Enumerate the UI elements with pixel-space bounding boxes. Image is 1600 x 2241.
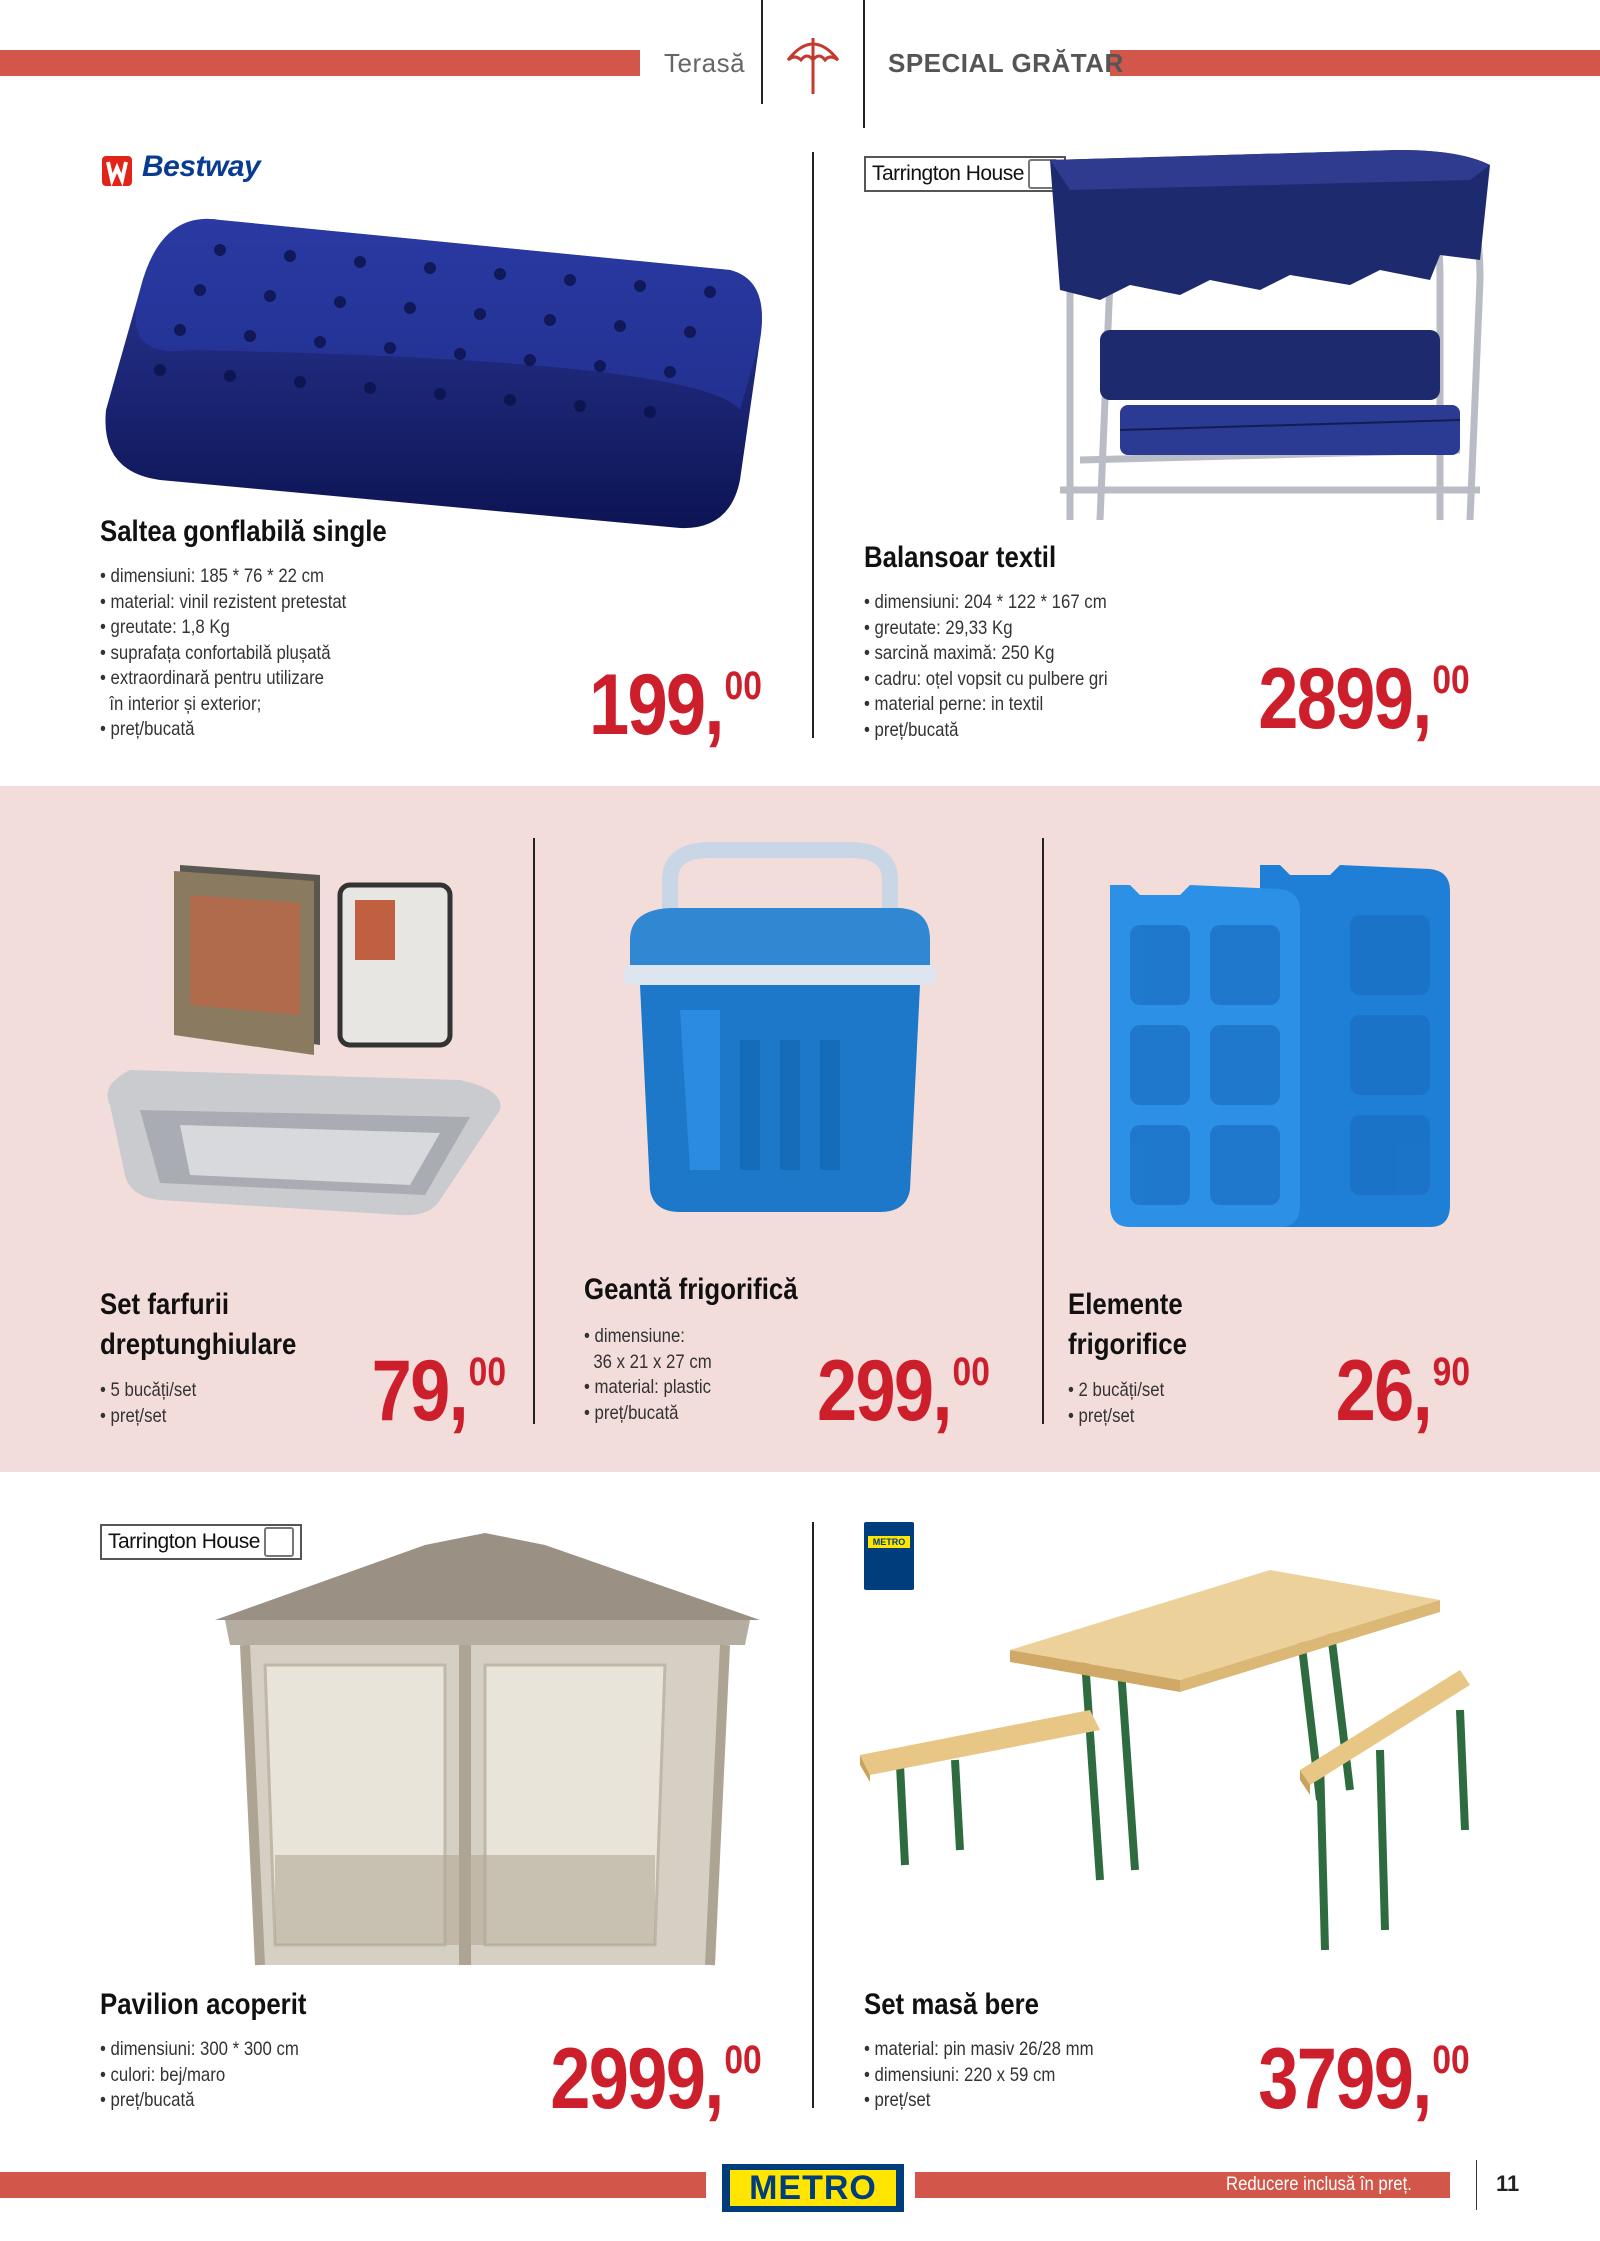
title-line: dreptunghiulare bbox=[100, 1328, 297, 1361]
spec-line: • greutate: 29,33 Kg bbox=[864, 616, 1013, 639]
header-divider-left bbox=[761, 0, 763, 104]
header-bar-right bbox=[1110, 50, 1600, 76]
product-specs bbox=[864, 2037, 1094, 2114]
product-specs bbox=[1068, 1378, 1164, 1429]
footer-note: Reducere inclusă în preț. bbox=[1226, 2174, 1412, 2195]
spec-line: • dimensiuni: 300 * 300 cm bbox=[100, 2038, 299, 2060]
header-divider-right bbox=[863, 0, 865, 128]
product-specs bbox=[100, 2037, 299, 2114]
spec-line: • extraordinară pentru utilizare bbox=[100, 667, 325, 689]
product-specs bbox=[100, 1378, 196, 1429]
spec-line: • material perne: in textil bbox=[864, 693, 1044, 715]
spec-line: • greutate: 1,8 Kg bbox=[100, 616, 230, 638]
footer-divider bbox=[1476, 2160, 1477, 2210]
brand-name: Tarrington House bbox=[872, 162, 1024, 185]
spec-line: • material: plastic bbox=[584, 1376, 712, 1398]
spec-line: • preț/bucată bbox=[100, 718, 195, 740]
spec-line: • dimensiune: bbox=[584, 1325, 685, 1347]
product-title: Geantă frigorifică bbox=[584, 1273, 798, 1306]
product-specs bbox=[100, 564, 346, 743]
brand-name: Tarrington House bbox=[108, 1530, 260, 1553]
product-title: Saltea gonflabilă single bbox=[100, 515, 387, 548]
price bbox=[1258, 2031, 1470, 2127]
beer-table-set-image bbox=[860, 1560, 1470, 1950]
spec-line: • preț/bucată bbox=[864, 718, 959, 741]
ice-packs-image bbox=[1090, 855, 1460, 1240]
brand-logo bbox=[864, 156, 1066, 192]
header-category: Terasă bbox=[664, 48, 746, 78]
product-title bbox=[100, 1285, 296, 1365]
spec-line: • preț/bucată bbox=[584, 1401, 679, 1424]
price-integer: 79, bbox=[371, 1343, 467, 1439]
price bbox=[817, 1343, 990, 1439]
footer-bar-left bbox=[0, 2172, 706, 2198]
divider-bottom bbox=[812, 1522, 814, 2108]
price-decimal: 00 bbox=[1432, 2038, 1470, 2082]
product-title bbox=[1068, 1285, 1187, 1365]
umbrella-icon bbox=[784, 30, 842, 96]
header-bar-left bbox=[0, 50, 640, 76]
price-integer: 3799, bbox=[1258, 2031, 1431, 2127]
divider-mid-2 bbox=[1042, 838, 1044, 1424]
header-section-title: SPECIAL GRĂTAR bbox=[888, 48, 1124, 78]
price-decimal: 00 bbox=[724, 2038, 762, 2082]
brand-name: METRO bbox=[868, 1536, 910, 1548]
title-line: Elemente bbox=[1068, 1288, 1183, 1321]
air-mattress-image bbox=[100, 210, 770, 540]
price-decimal: 00 bbox=[952, 1350, 990, 1394]
product-specs bbox=[584, 1324, 712, 1426]
price-integer: 2999, bbox=[550, 2031, 723, 2127]
price-decimal: 00 bbox=[468, 1350, 506, 1394]
spec-line: • dimensiuni: 204 * 122 * 167 cm bbox=[864, 591, 1107, 613]
spec-line: • preț/set bbox=[864, 2089, 931, 2111]
page-number: 11 bbox=[1496, 2171, 1520, 2196]
divider-mid-1 bbox=[533, 838, 535, 1424]
spec-line: • cadru: oțel vopsit cu pulbere gri bbox=[864, 667, 1108, 690]
spec-line: 36 x 21 x 27 cm bbox=[584, 1350, 712, 1373]
product-title: Balansoar textil bbox=[864, 541, 1057, 574]
price bbox=[1335, 1343, 1470, 1439]
spec-line: • suprafața confortabilă plușată bbox=[100, 641, 331, 664]
spec-line: în interior și exterior; bbox=[100, 692, 262, 715]
price bbox=[371, 1343, 506, 1439]
price-decimal: 90 bbox=[1432, 1350, 1470, 1394]
price-decimal: 00 bbox=[724, 664, 762, 708]
spec-line: • sarcină maximă: 250 Kg bbox=[864, 642, 1055, 664]
price bbox=[550, 2031, 762, 2127]
title-line: frigorifice bbox=[1068, 1328, 1187, 1361]
spec-line: • preț/bucată bbox=[100, 2089, 195, 2111]
product-title: Set masă bere bbox=[864, 1988, 1039, 2021]
title-line: Set farfurii bbox=[100, 1288, 230, 1321]
price-decimal: 00 bbox=[1432, 658, 1470, 702]
swing-image bbox=[1040, 150, 1500, 530]
brand-name: Bestway bbox=[142, 150, 261, 183]
spec-line: • 2 bucăți/set bbox=[1068, 1379, 1165, 1401]
metro-logo bbox=[722, 2164, 904, 2212]
spec-line: • preț/set bbox=[100, 1404, 167, 1427]
price-integer: 2899, bbox=[1258, 651, 1431, 747]
spec-line: • dimensiuni: 220 x 59 cm bbox=[864, 2063, 1056, 2086]
product-specs bbox=[864, 590, 1108, 743]
product-title: Pavilion acoperit bbox=[100, 1988, 307, 2021]
gazebo-image bbox=[205, 1525, 765, 1975]
price-integer: 299, bbox=[817, 1343, 951, 1439]
spec-line: • material: pin masiv 26/28 mm bbox=[864, 2038, 1094, 2060]
spec-line: • dimensiuni: 185 * 76 * 22 cm bbox=[100, 565, 325, 587]
price-integer: 199, bbox=[589, 657, 723, 753]
price bbox=[589, 657, 762, 753]
spec-line: • material: vinil rezistent pretestat bbox=[100, 590, 347, 613]
foil-trays-image bbox=[100, 855, 520, 1230]
price bbox=[1258, 651, 1470, 747]
spec-line: • preț/set bbox=[1068, 1404, 1135, 1427]
spec-line: • 5 bucăți/set bbox=[100, 1379, 197, 1401]
cooler-box-image bbox=[610, 840, 950, 1220]
divider-top bbox=[812, 152, 814, 738]
price-integer: 26, bbox=[1335, 1343, 1431, 1439]
spec-line: • culori: bej/maro bbox=[100, 2063, 226, 2086]
metro-logo-text: METRO bbox=[730, 2170, 896, 2206]
